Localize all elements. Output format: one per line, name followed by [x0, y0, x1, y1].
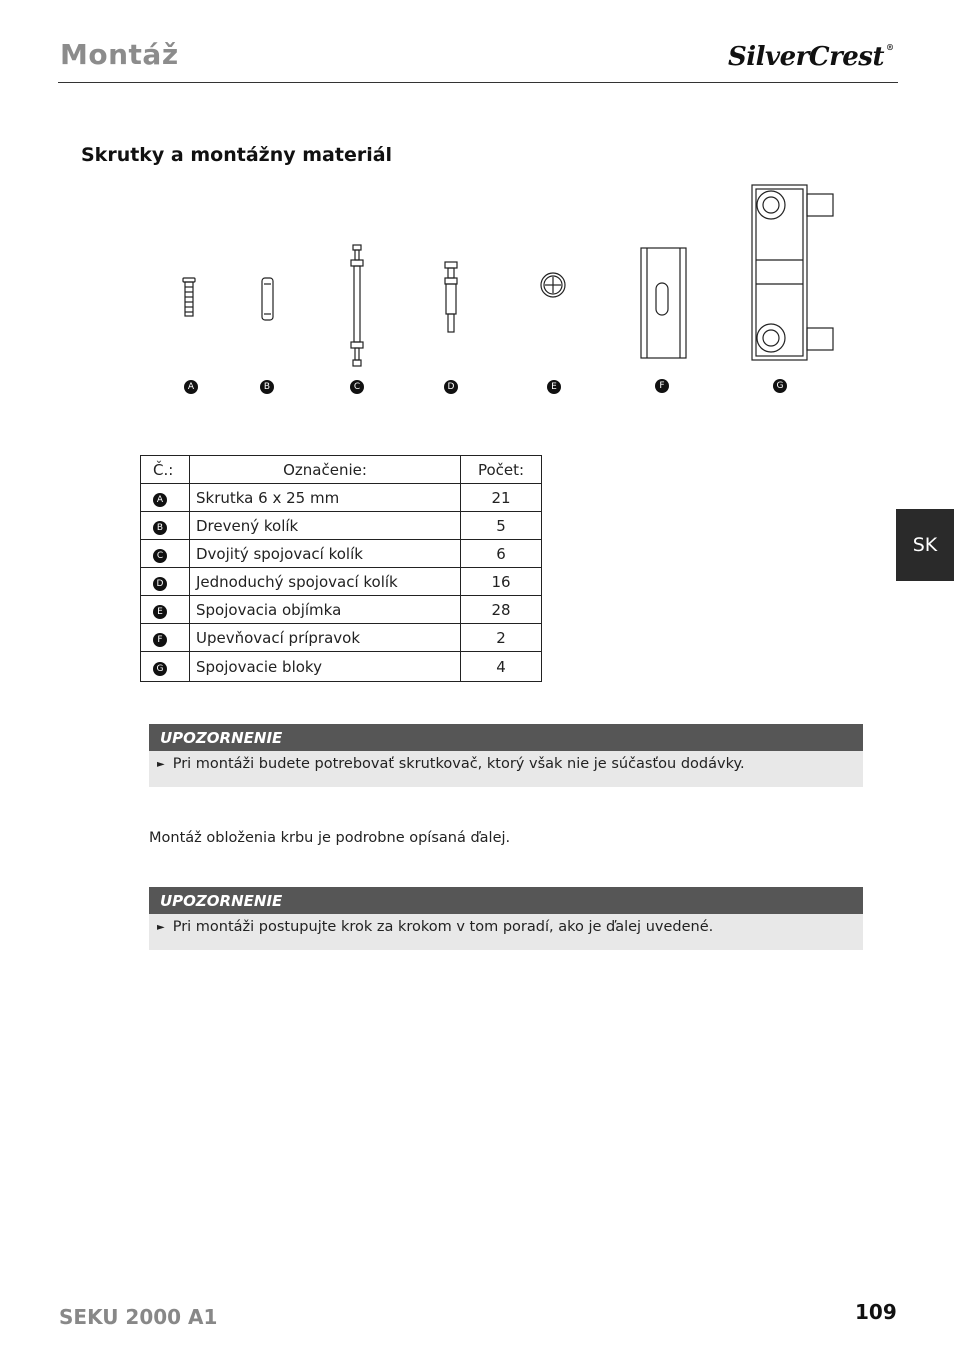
notice-box — [149, 887, 863, 950]
table-row — [141, 484, 542, 512]
table-row — [141, 568, 542, 596]
table-header-row — [141, 456, 542, 484]
col-header-no: Č.: — [141, 456, 190, 484]
part-label-a: A — [184, 380, 198, 394]
part-label-d: D — [444, 380, 458, 394]
brand-logo: SilverCrest ® — [728, 42, 894, 72]
row-letter-badge: C — [153, 549, 167, 563]
notice-text: Pri montáži postupujte krok za krokom v tom poradí, ako je ďalej uvedené. — [172, 919, 714, 935]
single-connector-icon — [445, 262, 457, 332]
part-label-f: F — [655, 379, 669, 393]
row-name: Spojovacie bloky — [190, 652, 461, 682]
part-label-g: G — [773, 379, 787, 393]
row-letter-badge: D — [153, 577, 167, 591]
table-row — [141, 596, 542, 624]
row-count: 28 — [461, 596, 542, 624]
part-label-b: B — [260, 380, 274, 394]
col-header-count: Počet: — [461, 456, 542, 484]
language-tab: SK — [896, 509, 954, 581]
part-label-e: E — [547, 380, 561, 394]
page-title: Montáž — [60, 38, 179, 71]
row-name: Drevený kolík — [190, 512, 461, 540]
connecting-sleeve-icon — [541, 273, 565, 297]
row-letter-badge: F — [153, 633, 167, 647]
row-count: 6 — [461, 540, 542, 568]
row-name: Spojovacia objímka — [190, 596, 461, 624]
table-row — [141, 540, 542, 568]
section-heading: Skrutky a montážny materiál — [81, 144, 393, 166]
notice-heading: UPOZORNENIE — [149, 724, 863, 751]
bullet-arrow-icon: ► — [157, 922, 165, 933]
row-count: 5 — [461, 512, 542, 540]
row-name: Upevňovací prípravok — [190, 624, 461, 652]
double-connector-icon — [351, 245, 363, 366]
row-name: Dvojitý spojovací kolík — [190, 540, 461, 568]
parts-drawing — [160, 180, 880, 400]
body-paragraph: Montáž obloženia krbu je podrobne opísaná ďalej. — [149, 830, 511, 846]
part-label-c: C — [350, 380, 364, 394]
notice-heading: UPOZORNENIE — [149, 887, 863, 914]
dowel-icon — [262, 278, 273, 320]
row-letter-badge: A — [153, 493, 167, 507]
bullet-arrow-icon: ► — [157, 759, 165, 770]
row-count: 2 — [461, 624, 542, 652]
connecting-block-icon — [752, 185, 833, 360]
page-number: 109 — [855, 1300, 897, 1324]
table-row — [141, 512, 542, 540]
table-row — [141, 652, 542, 682]
notice-text: Pri montáži budete potrebovať skrutkovač, ktorý však nie je súčasťou dodávky. — [172, 756, 745, 772]
row-letter-badge: G — [153, 662, 167, 676]
parts-illustration — [160, 180, 880, 400]
row-count: 4 — [461, 652, 542, 682]
screw-icon — [183, 278, 195, 316]
col-header-name: Označenie: — [190, 456, 461, 484]
header-divider — [58, 82, 898, 83]
row-letter-badge: E — [153, 605, 167, 619]
parts-table — [140, 455, 542, 682]
notice-box — [149, 724, 863, 787]
table-row — [141, 624, 542, 652]
row-name: Jednoduchý spojovací kolík — [190, 568, 461, 596]
fixing-bracket-icon — [641, 248, 686, 358]
row-letter-badge: B — [153, 521, 167, 535]
footer-model: SEKU 2000 A1 — [59, 1305, 218, 1329]
row-count: 21 — [461, 484, 542, 512]
row-count: 16 — [461, 568, 542, 596]
row-name: Skrutka 6 x 25 mm — [190, 484, 461, 512]
